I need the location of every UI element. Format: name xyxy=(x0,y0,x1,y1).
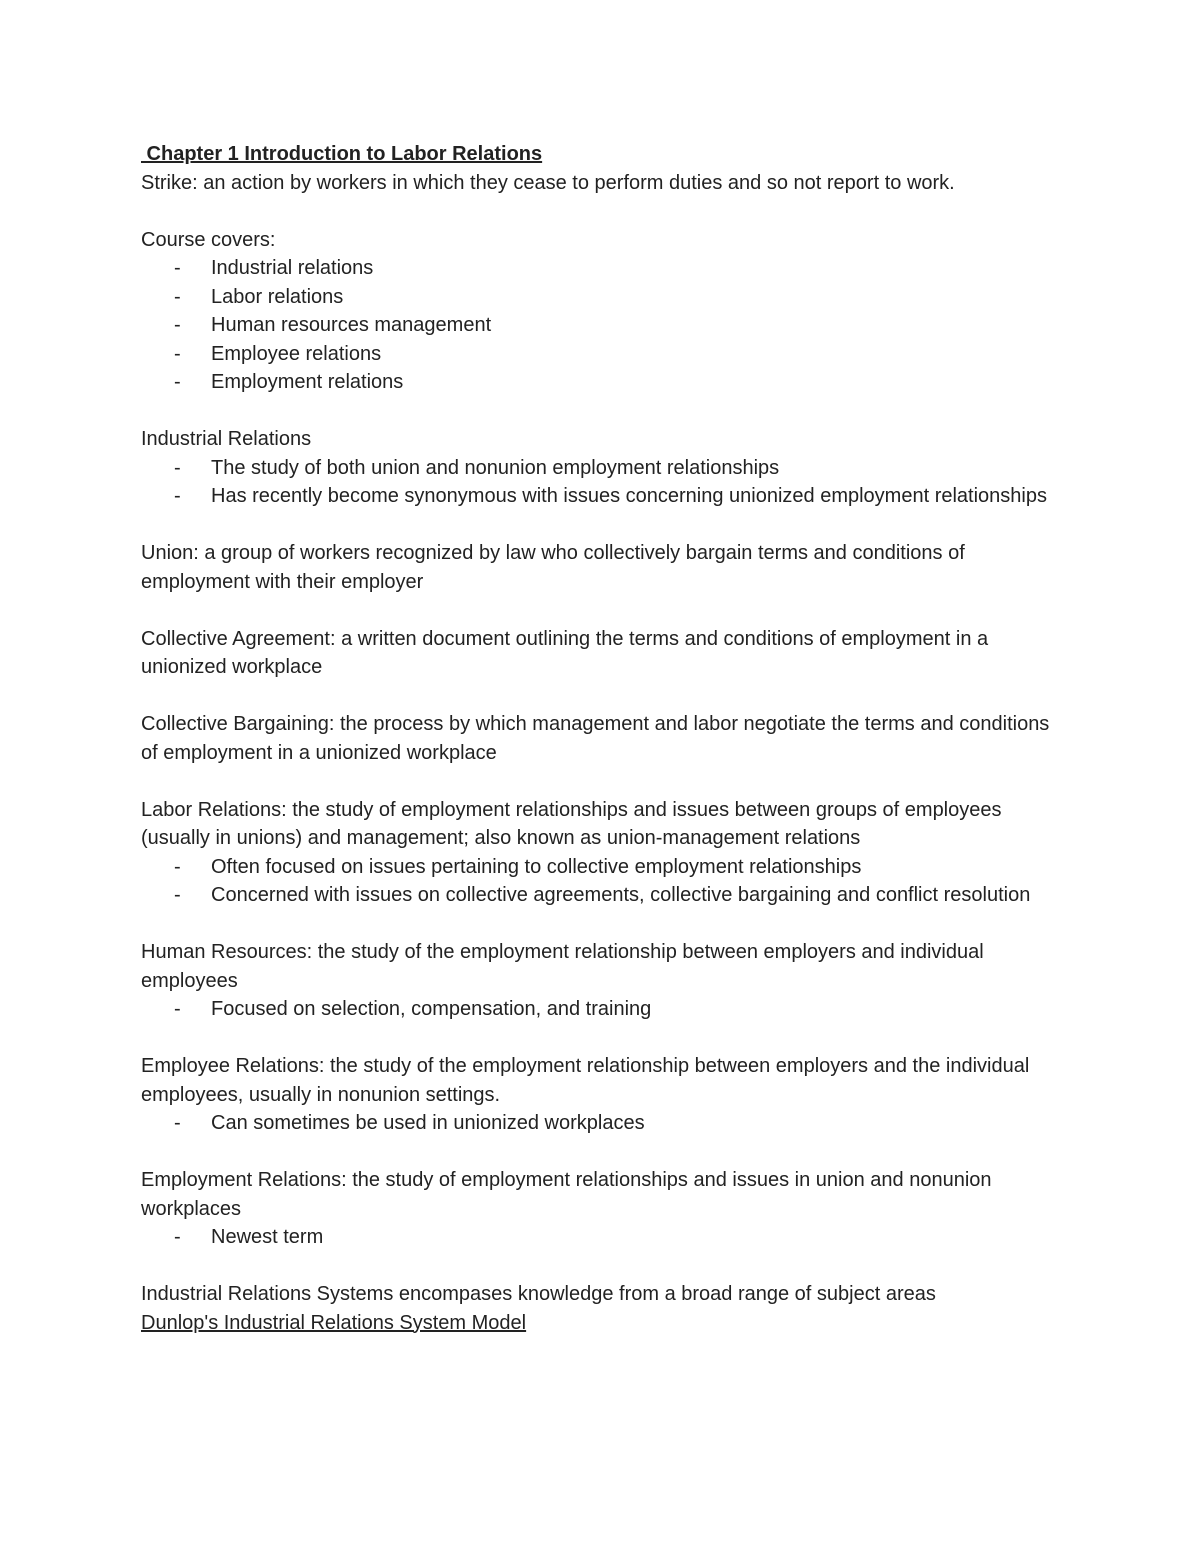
industrial-relations-heading: Industrial Relations xyxy=(141,428,312,450)
dash-bullet: - xyxy=(174,485,181,507)
systems-text: Industrial Relations Systems encompases knowledge from a broad range of subject areas xyxy=(141,1283,936,1305)
list-item: - Concerned with issues on collective agreements, collective bargaining and conflict resolution xyxy=(141,881,1071,910)
list-item: - Newest term xyxy=(141,1223,1071,1252)
list-item: - Can sometimes be used in unionized workplaces xyxy=(141,1109,1071,1138)
list-item: - The study of both union and nonunion employment relationships xyxy=(141,454,1071,483)
dash-bullet: - xyxy=(174,257,181,279)
employee-relations-list xyxy=(141,1109,1071,1138)
collective-bargaining-definition: Collective Bargaining: the process by which management and labor negotiate the terms and conditions of employment in a unionized workplace xyxy=(141,713,1050,764)
dash-bullet: - xyxy=(174,1226,181,1248)
employment-relations-list xyxy=(141,1223,1071,1252)
human-resources-list xyxy=(141,995,1071,1024)
dash-bullet: - xyxy=(174,371,181,393)
dash-bullet: - xyxy=(174,855,181,878)
dash-bullet: - xyxy=(174,1112,181,1134)
dash-bullet: - xyxy=(174,884,181,906)
labor-relations-list xyxy=(141,853,1071,910)
employee-relations-definition: Employee Relations: the study of the employment relationship between employers and the individual employees, usually in nonunion settings. xyxy=(141,1055,1030,1106)
union-definition: Union: a group of workers recognized by law who collectively bargain terms and conditions of employment with their employer xyxy=(141,542,965,593)
dash-bullet: - xyxy=(174,342,181,365)
document-page xyxy=(141,140,1071,1337)
course-covers-heading: Course covers: xyxy=(141,228,276,251)
list-item: - Focused on selection, compensation, and training xyxy=(141,995,1071,1024)
list-item: - Employment relations xyxy=(141,368,1071,397)
list-item: - Employee relations xyxy=(141,340,1071,369)
strike-definition: Strike: an action by workers in which they cease to perform duties and so not report to work. xyxy=(141,171,955,194)
industrial-relations-list xyxy=(141,454,1071,511)
dash-bullet: - xyxy=(174,998,181,1020)
list-item: - Industrial relations xyxy=(141,254,1071,283)
employment-relations-definition: Employment Relations: the study of employment relationships and issues in union and nonunion workplaces xyxy=(141,1169,992,1220)
dash-bullet: - xyxy=(174,285,181,308)
course-covers-list xyxy=(141,254,1071,397)
labor-relations-definition: Labor Relations: the study of employment relationships and issues between groups of employees (usually in unions) and management; also known as union-management relations xyxy=(141,798,1002,849)
list-item: - Has recently become synonymous with issues concerning unionized employment relationships xyxy=(141,482,1071,511)
page-title: Chapter 1 Introduction to Labor Relations xyxy=(141,143,543,165)
dash-bullet: - xyxy=(174,456,181,479)
list-item: - Labor relations xyxy=(141,283,1071,312)
human-resources-definition: Human Resources: the study of the employment relationship between employers and individual employees xyxy=(141,941,984,992)
dunlop-model-link[interactable]: Dunlop's Industrial Relations System Model xyxy=(141,1311,527,1334)
dash-bullet: - xyxy=(174,314,181,336)
list-item: - Human resources management xyxy=(141,311,1071,340)
list-item: - Often focused on issues pertaining to collective employment relationships xyxy=(141,853,1071,882)
collective-agreement-definition: Collective Agreement: a written document outlining the terms and conditions of employment in a unionized workplace xyxy=(141,627,989,678)
